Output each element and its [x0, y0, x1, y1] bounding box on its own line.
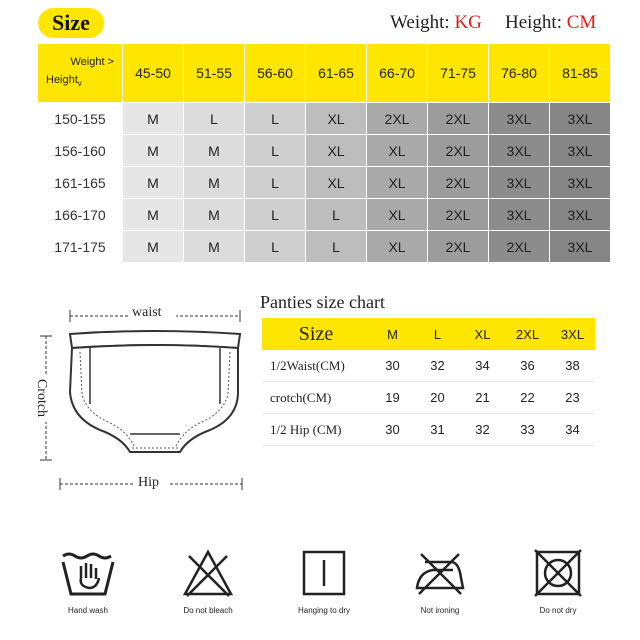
size-cell: 2XL	[428, 135, 489, 167]
size-cell: M	[184, 167, 245, 199]
measure-label: 1/2Waist(CM)	[262, 350, 370, 382]
measure-value: 34	[460, 350, 505, 382]
height-header: 156-160	[38, 135, 123, 167]
size-cell: XL	[306, 103, 367, 135]
size-cell: XL	[367, 231, 428, 263]
height-unit-label	[505, 12, 596, 34]
size-cell: L	[245, 231, 306, 263]
size-column-header: 2XL	[505, 318, 550, 350]
table-row	[38, 135, 611, 167]
size-cell: 3XL	[550, 199, 611, 231]
panties-size-table	[262, 318, 595, 446]
panty-diagram	[30, 300, 255, 500]
table-row	[38, 103, 611, 135]
height-header: 150-155	[38, 103, 123, 135]
care-item-hand-wash	[40, 548, 136, 638]
size-cell: L	[245, 167, 306, 199]
weight-label: Weight:	[390, 12, 450, 33]
size-cell: 2XL	[367, 103, 428, 135]
measure-value: 21	[460, 382, 505, 414]
weight-header: 51-55	[184, 44, 245, 103]
measure-value: 30	[370, 350, 415, 382]
size-cell: L	[245, 135, 306, 167]
weight-header: 61-65	[306, 44, 367, 103]
size-cell: 3XL	[489, 103, 550, 135]
measure-label: crotch(CM)	[262, 382, 370, 414]
care-item-do-not-dry	[510, 548, 606, 638]
measure-value: 23	[550, 382, 595, 414]
measure-value: 30	[370, 414, 415, 446]
size-column-header: L	[415, 318, 460, 350]
height-header: 161-165	[38, 167, 123, 199]
size-cell: 2XL	[428, 231, 489, 263]
height-header: 171-175	[38, 231, 123, 263]
size-cell: L	[245, 103, 306, 135]
size-cell: L	[306, 199, 367, 231]
table-row	[38, 199, 611, 231]
size-cell: M	[123, 199, 184, 231]
weight-header: 56-60	[245, 44, 306, 103]
table-row	[262, 350, 595, 382]
waist-label: waist	[132, 305, 162, 320]
size-cell: M	[123, 135, 184, 167]
measure-value: 33	[505, 414, 550, 446]
size-header: Size	[262, 318, 370, 350]
hand-wash-icon	[59, 548, 117, 598]
size-table	[38, 44, 611, 263]
weight-header: 71-75	[428, 44, 489, 103]
size-cell: M	[184, 135, 245, 167]
size-cell: 3XL	[550, 135, 611, 167]
size-cell: XL	[367, 135, 428, 167]
crotch-label: Crotch	[34, 378, 50, 418]
care-label: Not ironing	[420, 606, 460, 615]
size-table-header	[38, 44, 611, 103]
table-row	[262, 414, 595, 446]
do-not-dry-icon	[532, 548, 584, 598]
height-header: 166-170	[38, 199, 123, 231]
size-cell: 3XL	[489, 135, 550, 167]
measure-value: 34	[550, 414, 595, 446]
corner-height-label: Height$_v$	[46, 73, 82, 88]
care-item-not-ironing	[392, 548, 488, 638]
panties-chart-title: Panties size chart	[260, 292, 385, 312]
size-cell: 3XL	[550, 231, 611, 263]
size-column-header: M	[370, 318, 415, 350]
panty-outline-icon	[30, 300, 255, 500]
weight-header: 76-80	[489, 44, 550, 103]
size-cell: M	[184, 231, 245, 263]
not-ironing-icon	[411, 548, 469, 598]
size-cell: 2XL	[428, 103, 489, 135]
weight-header: 66-70	[367, 44, 428, 103]
panties-table-header	[262, 318, 595, 350]
size-cell: L	[184, 103, 245, 135]
size-cell: 3XL	[550, 103, 611, 135]
measure-value: 19	[370, 382, 415, 414]
size-cell: XL	[306, 135, 367, 167]
care-item-do-not-bleach	[160, 548, 256, 638]
weight-unit: KG	[454, 12, 482, 33]
do-not-bleach-icon	[181, 548, 235, 598]
measure-value: 32	[460, 414, 505, 446]
size-cell: M	[123, 231, 184, 263]
hanging-to-dry-icon	[300, 548, 348, 598]
size-cell: XL	[367, 167, 428, 199]
weight-header: 81-85	[550, 44, 611, 103]
size-cell: 2XL	[428, 199, 489, 231]
size-cell: L	[306, 231, 367, 263]
measure-value: 36	[505, 350, 550, 382]
height-label: Height:	[505, 12, 562, 33]
size-cell: 2XL	[428, 167, 489, 199]
corner-weight-label: Weight >	[70, 56, 114, 68]
size-cell: XL	[367, 199, 428, 231]
size-badge: Size	[38, 8, 104, 38]
size-cell: XL	[306, 167, 367, 199]
size-cell: L	[245, 199, 306, 231]
height-unit: CM	[566, 12, 597, 33]
care-label: Do not dry	[539, 606, 577, 615]
hip-label: Hip	[138, 475, 159, 490]
size-cell: M	[184, 199, 245, 231]
size-cell: 3XL	[489, 199, 550, 231]
measure-label: 1/2 Hip (CM)	[262, 414, 370, 446]
table-row	[38, 167, 611, 199]
measure-value: 38	[550, 350, 595, 382]
table-row	[38, 231, 611, 263]
care-label: Hand wash	[67, 606, 109, 615]
measure-value: 20	[415, 382, 460, 414]
care-label: Do not bleach	[183, 606, 233, 615]
size-column-header: XL	[460, 318, 505, 350]
care-item-hanging-to-dry	[276, 548, 372, 638]
weight-header: 45-50	[123, 44, 184, 103]
weight-unit-label	[390, 12, 482, 34]
table-row	[262, 382, 595, 414]
measure-value: 31	[415, 414, 460, 446]
corner-cell	[38, 44, 123, 103]
measure-value: 32	[415, 350, 460, 382]
size-cell: M	[123, 167, 184, 199]
size-cell: 3XL	[489, 167, 550, 199]
size-column-header: 3XL	[550, 318, 595, 350]
measure-value: 22	[505, 382, 550, 414]
size-cell: 2XL	[489, 231, 550, 263]
size-cell: M	[123, 103, 184, 135]
care-label: Hanging to dry	[297, 606, 351, 615]
size-cell: 3XL	[550, 167, 611, 199]
